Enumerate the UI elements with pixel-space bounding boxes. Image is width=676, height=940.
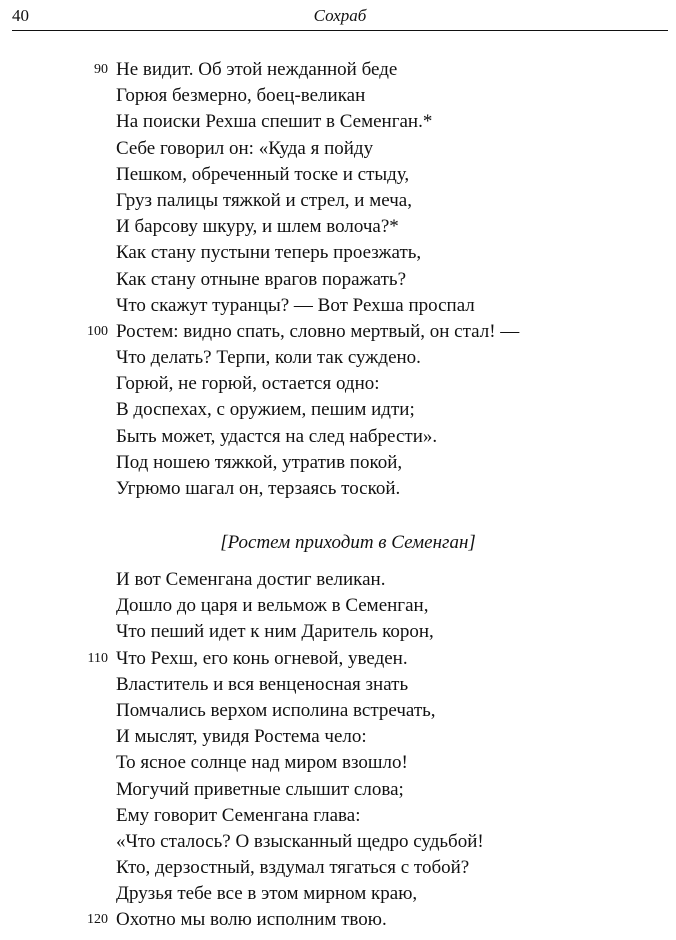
- verse-line: [0, 619, 676, 645]
- verse-text: Ростем: видно спать, словно мертвый, он стал! —: [116, 320, 520, 342]
- verse-text: Под ношею тяжкой, утратив покой,: [116, 451, 403, 473]
- verse-text: Горюя безмерно, боец-великан: [116, 85, 366, 107]
- verse-text: Быть может, удастся на след набрести».: [116, 425, 438, 447]
- verse-line: [0, 83, 676, 109]
- verse-text: Властитель и вся венценосная знать: [116, 673, 409, 695]
- verse-text: Помчались верхом исполина встречать,: [116, 699, 436, 721]
- verse-text: Друзья тебе все в этом мирном краю,: [116, 883, 418, 905]
- verse-text: Что пеший идет к ним Даритель корон,: [116, 621, 434, 643]
- verse-text: На поиски Рехша спешит в Семенган.*: [116, 111, 433, 133]
- verse-stanza-1: [0, 57, 676, 502]
- verse-line: [0, 319, 676, 345]
- verse-text: И мыслят, увидя Ростема чело:: [116, 726, 367, 748]
- verse-text: Охотно мы волю исполним твою.: [116, 909, 387, 931]
- verse-line: [0, 724, 676, 750]
- verse-line: [0, 750, 676, 776]
- verse-text: Груз палицы тяжкой и стрел, и меча,: [116, 189, 412, 211]
- line-number: 120: [87, 912, 108, 928]
- page-number: 40: [12, 6, 29, 25]
- verse-line: [0, 907, 676, 933]
- verse-line: [0, 881, 676, 907]
- verse-text: Пешком, обреченный тоске и стыду,: [116, 163, 410, 185]
- verse-line: [0, 855, 676, 881]
- verse-text: Дошло до царя и вельмож в Семенган,: [116, 595, 429, 617]
- verse-line: [0, 136, 676, 162]
- line-number: 90: [94, 62, 108, 77]
- verse-line: [0, 109, 676, 135]
- line-number: 100: [87, 323, 108, 339]
- verse-line: [0, 829, 676, 855]
- verse-line: [0, 371, 676, 397]
- verse-line: [0, 646, 676, 672]
- verse-text: Кто, дерзостный, вздумал тягаться с тобой?: [116, 857, 470, 879]
- verse-text: То ясное солнце над миром взошло!: [116, 752, 408, 774]
- verse-text: Могучий приветные слышит слова;: [116, 778, 404, 800]
- verse-line: [0, 267, 676, 293]
- section-heading: [Ростем приходит в Семенган]: [220, 532, 476, 553]
- verse-line: [0, 567, 676, 593]
- verse-line: [0, 672, 676, 698]
- verse-line: [0, 698, 676, 724]
- verse-line: [0, 476, 676, 502]
- verse-text: Как стану пустыни теперь проезжать,: [116, 242, 422, 264]
- verse-line: [0, 450, 676, 476]
- verse-line: [0, 593, 676, 619]
- verse-text: Что делать? Терпи, коли так суждено.: [116, 347, 421, 369]
- verse-text: Не видит. Об этой нежданной беде: [116, 59, 398, 80]
- verse-text: Что Рехш, его конь огневой, уведен.: [116, 647, 408, 669]
- verse-text: И вот Семенгана достиг великан.: [116, 569, 386, 590]
- verse-line: [0, 777, 676, 803]
- verse-text: В доспехах, с оружием, пешим идти;: [116, 399, 415, 421]
- verse-line: [0, 424, 676, 450]
- verse-line: [0, 188, 676, 214]
- verse-line: [0, 803, 676, 829]
- verse-line: [0, 345, 676, 371]
- verse-line: [0, 214, 676, 240]
- line-number: 110: [87, 650, 108, 666]
- verse-text: И барсову шкуру, и шлем волоча?*: [116, 216, 399, 238]
- verse-line: [0, 162, 676, 188]
- running-title: Сохраб: [313, 6, 367, 25]
- verse-line: [0, 293, 676, 319]
- verse-line: [0, 57, 676, 83]
- verse-line: [0, 397, 676, 423]
- verse-text: Ему говорит Семенгана глава:: [116, 804, 361, 826]
- verse-text: Себе говорил он: «Куда я пойду: [116, 137, 374, 159]
- verse-text: Угрюмо шагал он, терзаясь тоской.: [116, 478, 401, 499]
- page-header: [12, 4, 668, 31]
- verse-text: «Что сталось? О взысканный щедро судьбой!: [116, 830, 484, 852]
- verse-line: [0, 240, 676, 266]
- verse-text: Как стану отныне врагов поражать?: [116, 268, 407, 290]
- verse-text: Горюй, не горюй, остается одно:: [116, 373, 380, 395]
- verse-text: Что скажут туранцы? — Вот Рехша проспал: [116, 294, 475, 316]
- verse-stanza-2: [0, 567, 676, 934]
